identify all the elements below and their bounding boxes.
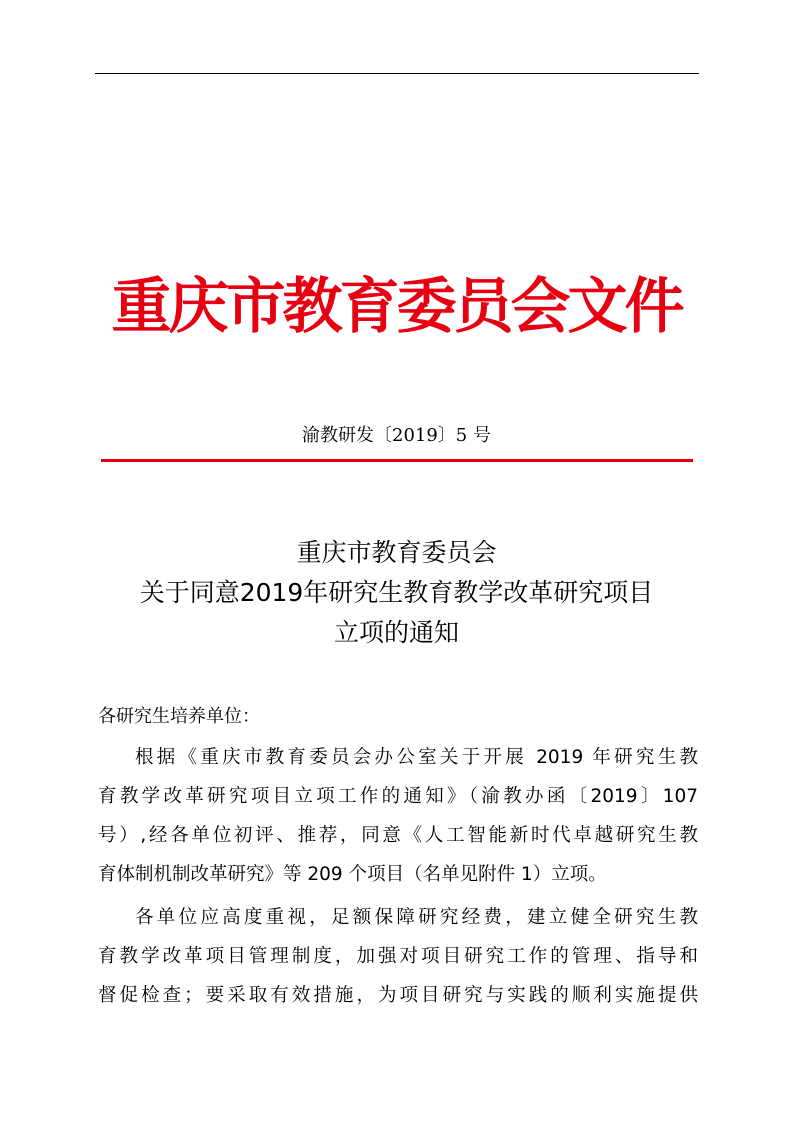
- paragraph-line: 育教学改革研究项目立项工作的通知》（渝教办函〔2019〕107: [98, 786, 698, 807]
- paragraph-line: 号）,经各单位初评、推荐，同意《人工智能新时代卓越研究生教: [98, 825, 698, 846]
- paragraph-line: 育体制机制改革研究》等 209 个项目（名单见附件 1）立项。: [98, 864, 607, 885]
- title-line-1: 重庆市教育委员会: [296, 538, 497, 567]
- paragraph-line: 根据《重庆市教育委员会办公室关于开展 2019 年研究生教: [135, 747, 698, 768]
- salutation: 各研究生培养单位：: [98, 706, 260, 727]
- red-separator-rule: [101, 459, 693, 462]
- document-title: [0, 533, 793, 653]
- paragraph-line: 育教学改革项目管理制度，加强对项目研究工作的管理、指导和: [98, 946, 698, 967]
- title-line-3: 立项的通知: [333, 618, 459, 647]
- header-top-rule: [95, 73, 699, 74]
- body-paragraph-2: [98, 898, 698, 1015]
- document-masthead: 重庆市教育委员会文件: [111, 272, 682, 342]
- title-line-2: 关于同意2019年研究生教育教学改革研究项目: [139, 578, 654, 607]
- body-paragraph-1: [98, 738, 698, 894]
- paragraph-line: 督促检查；要采取有效措施，为项目研究与实践的顺利实施提供: [98, 985, 698, 1006]
- document-number: 渝教研发〔2019〕5 号: [302, 425, 491, 446]
- paragraph-line: 各单位应高度重视，足额保障研究经费，建立健全研究生教: [135, 907, 698, 928]
